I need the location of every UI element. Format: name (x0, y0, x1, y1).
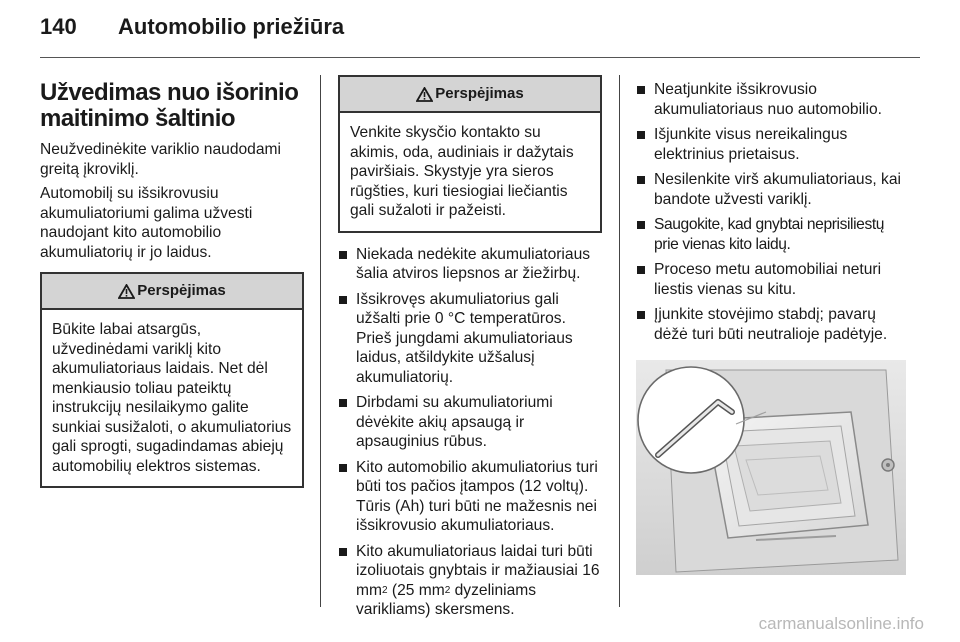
bullet-square-icon (339, 296, 347, 304)
paragraph: Automobilį su išsikrovusiu akumuliatoriumi galima užvesti naudojant kito automobilio akumuliatorių ir jo laidus. (40, 185, 253, 261)
warning-title: Perspėjimas (435, 85, 524, 103)
bullet-square-icon (637, 266, 645, 274)
list-item: Proceso metu automobiliai neturi liestis vienas su kitu. (636, 260, 906, 299)
column-divider (619, 75, 620, 607)
paragraph: Neužvedinėkite variklio naudodami greitą įkroviklį. (40, 141, 281, 178)
bullet-square-icon (339, 251, 347, 259)
page-number: 140 (40, 14, 77, 39)
list-item: Dirbdami su akumuliatoriumi dėvėkite akių apsaugą ir apsauginius rūbus. (338, 393, 602, 452)
warning-triangle-icon (118, 284, 135, 299)
bullet-square-icon (339, 399, 347, 407)
list-item: Nesilenkite virš akumuliatoriaus, kai bandote užvesti variklį. (636, 170, 906, 209)
page-header (40, 14, 920, 48)
bullet-square-icon (339, 464, 347, 472)
section-heading: Užvedimas nuo išorinio maitinimo šaltinio (40, 79, 299, 132)
warning-header (42, 274, 302, 310)
list-item: Kito automobilio akumuliatorius turi būti tos pačios įtampos (12 voltų). Tūris (Ah) turi būti ne mažesnis nei išsikrovusio akumuliatoriaus. (338, 458, 602, 536)
warning-header (340, 77, 600, 113)
list-item: Kito akumuliatoriaus laidai turi būti izoliuotais gnybtais ir mažiausiai 16 $mm^2$ (25 $mm^2$ dyzeliniams varikliams) skersmens. (338, 542, 602, 620)
chapter-title: Automobilio priežiūra (118, 14, 345, 39)
bullet-square-icon (637, 86, 645, 94)
bullet-square-icon (637, 311, 645, 319)
bullet-square-icon (637, 176, 645, 184)
list-item: Išjunkite visus nereikalingus elektrinius prietaisus. (636, 125, 906, 164)
warning-title: Perspėjimas (137, 282, 226, 300)
watermark: carmanualsonline.info (758, 614, 924, 633)
bullet-square-icon (637, 221, 645, 229)
list-item: Niekada nedėkite akumuliatoriaus šalia atviros liepsnos ar žiežirbų. (338, 245, 602, 284)
bullet-list (636, 80, 906, 344)
header-rule (40, 57, 920, 58)
column-1 (40, 80, 304, 488)
list-item: Saugokite, kad gnybtai neprisiliestų prie vienas kito laidų. (636, 215, 906, 254)
warning-text: Būkite labai atsargūs, užvedinėdami variklį kito akumuliatoriaus laidais. Net dėl menkiausio toliau pateiktų instrukcijų nesilaikymo galite sunkiai susižaloti, o akumuliatorius gali sprogti, sugadindamas abiejų automobilių elektros sistemas. (52, 321, 292, 475)
warning-box (40, 272, 304, 488)
battery-access-illustration (636, 360, 906, 575)
column-3 (636, 80, 906, 394)
column-2 (338, 75, 602, 626)
list-item: Išsikrovęs akumuliatorius gali užšalti prie 0 °C temperatūros. Prieš jungdami akumuliatoriaus laidus, atšildykite užšalusį akumuliatorių. (338, 290, 602, 388)
warning-box (338, 75, 602, 233)
warning-triangle-icon (416, 87, 433, 102)
bullet-list (338, 245, 602, 620)
list-item: Neatjunkite išsikrovusio akumuliatoriaus nuo automobilio. (636, 80, 906, 119)
warning-text: Venkite skysčio kontakto su akimis, oda, audiniais ir dažytais paviršiais. Skystyje yra sieros rūgšties, kuri tiesiogiai liečiantis gali sužaloti ir pažeisti. (350, 124, 574, 219)
column-divider (320, 75, 321, 607)
bullet-square-icon (637, 131, 645, 139)
bullet-square-icon (339, 548, 347, 556)
list-item: Įjunkite stovėjimo stabdį; pavarų dėžė turi būti neutralioje padėtyje. (636, 305, 906, 344)
